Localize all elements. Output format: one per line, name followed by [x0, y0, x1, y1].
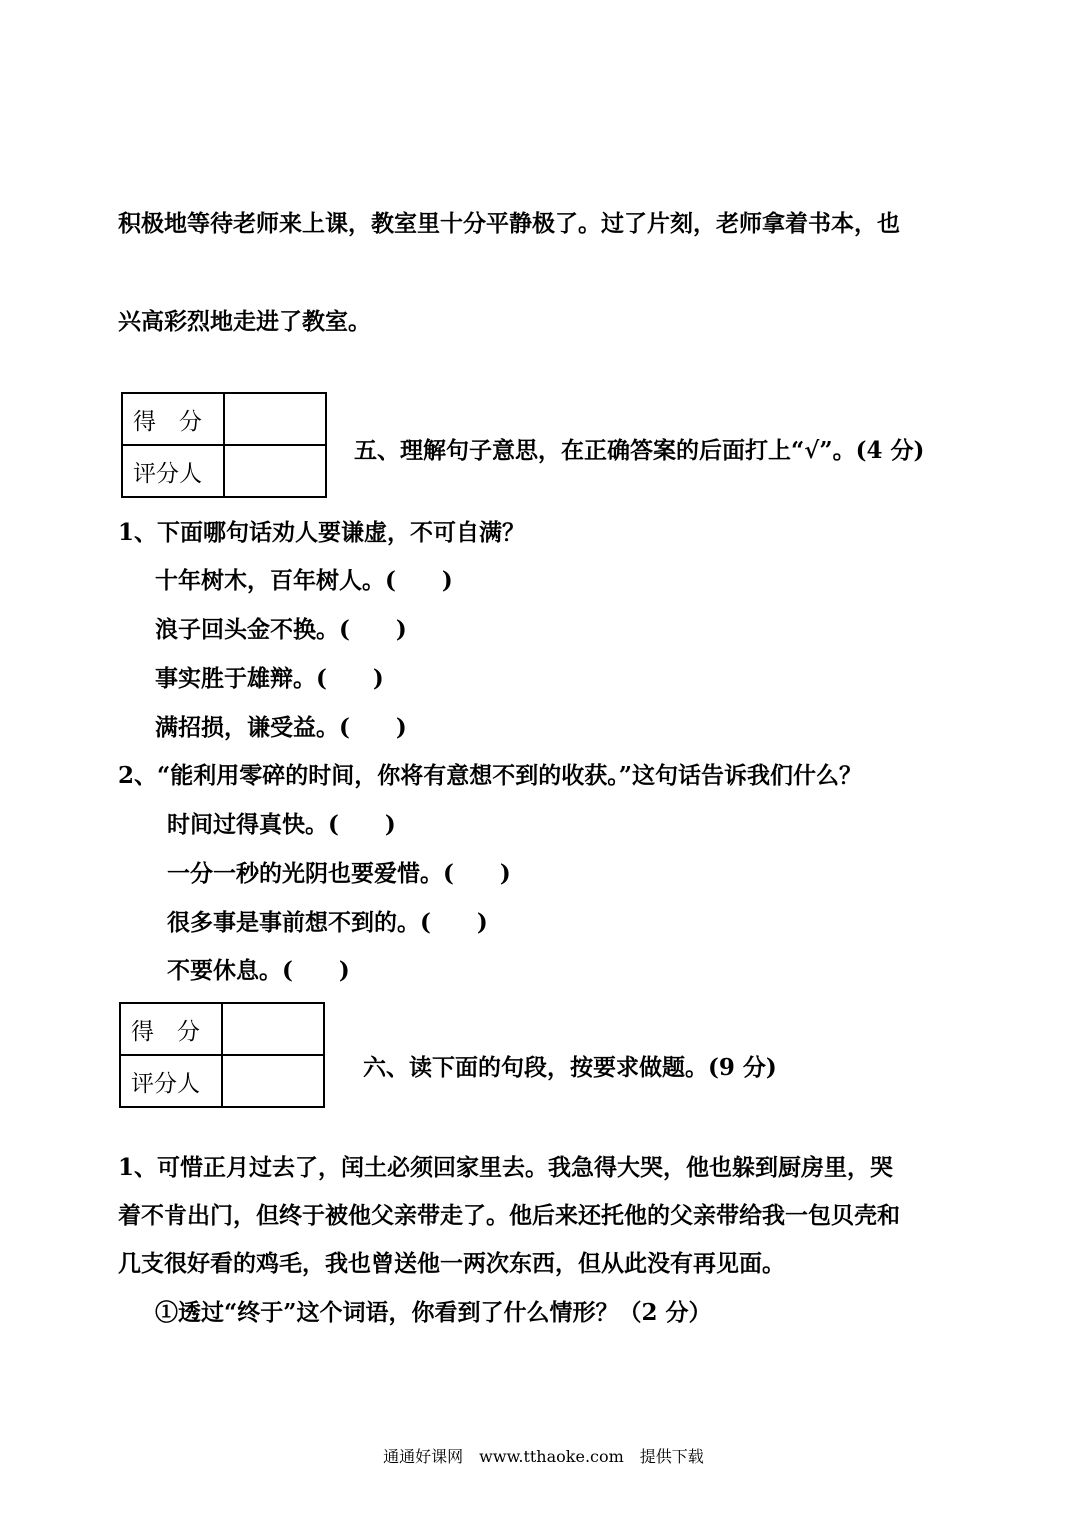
score-label: 得 分 [120, 1003, 222, 1055]
section6-sub-question-1: ①透过“终于”这个词语，你看到了什么情形？（2 分） [155, 1299, 712, 1326]
section5-q2-option[interactable]: 不要休息。( ) [167, 957, 350, 984]
score-box-2 [119, 1002, 325, 1108]
passage-line-2: 兴高彩烈地走进了教室。 [118, 308, 371, 335]
section6-paragraph-line: 几支很好看的鸡毛，我也曾送他一两次东西，但从此没有再见面。 [118, 1250, 785, 1277]
grader-value-cell[interactable] [224, 445, 326, 497]
section5-q2-option[interactable]: 时间过得真快。( ) [167, 811, 396, 838]
section5-q2-stem: 2、“能利用零碎的时间，你将有意想不到的收获。”这句话告诉我们什么？ [118, 762, 862, 789]
section6-paragraph-line: 1、可惜正月过去了，闰土必须回家里去。我急得大哭，他也躲到厨房里，哭 [118, 1154, 894, 1181]
score-label: 得 分 [122, 393, 224, 445]
score-box-1 [121, 392, 327, 498]
section5-q2-option[interactable]: 一分一秒的光阴也要爱惜。( ) [167, 860, 511, 887]
grader-value-cell[interactable] [222, 1055, 324, 1107]
section5-q2-option[interactable]: 很多事是事前想不到的。( ) [167, 909, 488, 936]
section5-q1-option[interactable]: 满招损，谦受益。( ) [155, 714, 407, 741]
section5-q1-stem: 1、下面哪句话劝人要谦虚，不可自满？ [118, 519, 526, 546]
section5-q1-option[interactable]: 十年树木，百年树人。( ) [155, 567, 453, 594]
passage-line-1: 积极地等待老师来上课，教室里十分平静极了。过了片刻，老师拿着书本，也 [118, 210, 900, 237]
score-value-cell[interactable] [222, 1003, 324, 1055]
section5-q1-option[interactable]: 浪子回头金不换。( ) [155, 616, 407, 643]
grader-label: 评分人 [122, 445, 224, 497]
footer-credit: 通通好课网 www.tthaoke.com 提供下载 [383, 1447, 704, 1466]
section5-q1-option[interactable]: 事实胜于雄辩。( ) [155, 665, 384, 692]
section6-paragraph-line: 着不肯出门，但终于被他父亲带走了。他后来还托他的父亲带给我一包贝壳和 [118, 1202, 900, 1229]
section5-title: 五、理解句子意思，在正确答案的后面打上“√”。(4 分) [354, 437, 925, 464]
section6-title: 六、读下面的句段，按要求做题。(9 分) [363, 1054, 777, 1081]
score-value-cell[interactable] [224, 393, 326, 445]
grader-label: 评分人 [120, 1055, 222, 1107]
